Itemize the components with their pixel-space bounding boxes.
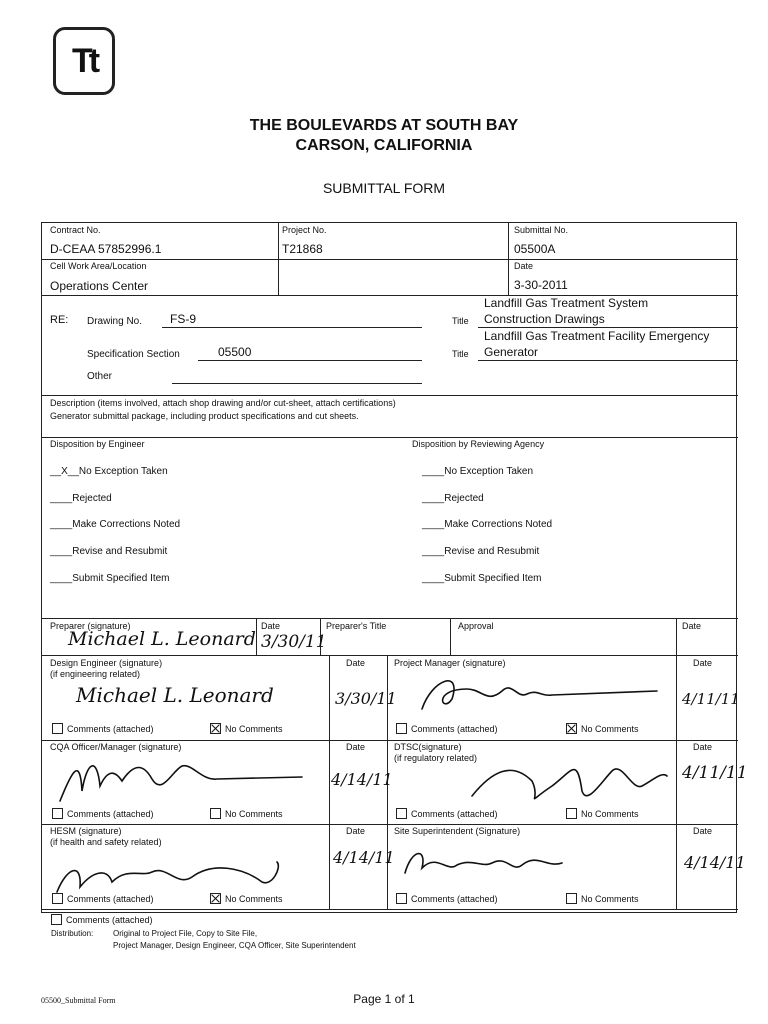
agency-option-4: ____Revise and Resubmit [422,546,540,557]
design-engineer-label: Design Engineer (signature) [50,658,163,668]
design-date: 3/30/11 [335,689,397,708]
description-text: Generator submittal package, including product specifications and cut sheets. [50,411,359,421]
document-location: CARSON, CALIFORNIA [295,137,473,154]
project-value: T21868 [282,242,323,256]
submittal-form [41,222,748,913]
final-comments-checkbox[interactable] [51,914,62,925]
project-manager-label: Project Manager (signature) [394,658,506,668]
title2-line1: Landfill Gas Treatment Facility Emergency [484,329,710,343]
project-label: Project No. [282,225,327,235]
agency-option-2: ____Rejected [422,493,484,504]
drawing-label: Drawing No. [87,316,143,327]
engineer-disposition-heading: Disposition by Engineer [50,439,145,449]
pm-no-comments[interactable]: No Comments [566,723,639,734]
site-no-comments[interactable]: No Comments [566,893,639,904]
re-label: RE: [50,314,69,326]
spec-label: Specification Section [87,349,180,360]
document-title: THE BOULEVARDS AT SOUTH BAY [249,117,519,134]
design-engineer-signature: Michael L. Leonard [76,683,274,707]
contract-value: D-CEAA 57852996.1 [50,242,162,256]
pm-no-comments-checkbox[interactable] [566,723,577,734]
cqa-no-comments-checkbox[interactable] [210,808,221,819]
submittal-value: 05500A [514,242,556,256]
description-hint: (items involved, attach shop drawing and/or cut-sheet, attach certifications) [97,398,396,408]
form-name: SUBMITTAL FORM [322,180,446,196]
hesm-signature-icon [52,847,322,897]
hesm-label: HESM (signature) [50,826,122,836]
distribution-line2: Project Manager, Design Engineer, CQA Officer, Site Superintendent [113,941,356,950]
hesm-note: (if health and safety related) [50,837,162,847]
site-comments-checkbox[interactable] [396,893,407,904]
hesm-no-comments-checkbox[interactable] [210,893,221,904]
engineer-option-1: __X__No Exception Taken [50,466,168,477]
company-logo [53,27,115,95]
distribution-line1: Original to Project File, Copy to Site File, [113,929,258,938]
cell-label: Cell Work Area/Location [50,261,147,271]
title-label-1: Title [452,316,469,326]
engineer-option-5: ____Submit Specified Item [50,573,170,584]
approval-date-label: Date [682,621,702,631]
page-number: Page 1 of 1 [353,992,415,1006]
description-label: Description [50,398,96,408]
preparer-date: 3/30/11 [261,632,327,652]
cqa-comments-checkbox[interactable] [52,808,63,819]
agency-option-5: ____Submit Specified Item [422,573,542,584]
preparer-title-label: Preparer's Title [326,621,387,631]
contract-label: Contract No. [50,225,101,235]
pm-comments-attached[interactable]: Comments (attached) [396,723,498,734]
cqa-comments-attached[interactable]: Comments (attached) [52,808,154,819]
title2-line2: Generator [484,345,539,359]
dtsc-signature-icon [462,751,672,811]
cqa-no-comments[interactable]: No Comments [210,808,283,819]
cqa-officer-label: CQA Officer/Manager (signature) [50,742,182,752]
other-label: Other [87,371,113,382]
approval-label: Approval [458,621,494,631]
cqa-signature-icon [52,751,322,806]
pm-comments-checkbox[interactable] [396,723,407,734]
preparer-date-label: Date [261,621,281,631]
project-manager-signature-icon [392,669,672,719]
dtsc-date-label: Date [693,742,713,752]
engineer-option-3: ____Make Corrections Noted [50,519,181,530]
preparer-signature: Michael L. Leonard [68,628,256,650]
pm-date-label: Date [693,658,713,668]
title-label-2: Title [452,349,469,359]
dtsc-label: DTSC(signature) [394,742,462,752]
drawing-value: FS-9 [170,312,197,326]
design-no-comments[interactable]: No Comments [210,723,283,734]
design-comments-checkbox[interactable] [52,723,63,734]
title1-line2: Construction Drawings [484,312,605,326]
final-comments-attached[interactable]: Comments (attached) [51,914,153,925]
preparer-signature-label: Preparer (signature) [50,621,131,631]
site-superintendent-label: Site Superintendent (Signature) [394,826,521,836]
footer-file-name: 05500_Submittal Form [41,996,116,1005]
dtsc-date: 4/11/11 [682,763,748,783]
dtsc-no-comments-checkbox[interactable] [566,808,577,819]
submittal-label: Submittal No. [514,225,569,235]
design-no-comments-checkbox[interactable] [210,723,221,734]
cell-value: Operations Center [50,279,149,293]
cqa-date: 4/14/11 [331,770,393,789]
dtsc-no-comments[interactable]: No Comments [566,808,639,819]
site-no-comments-checkbox[interactable] [566,893,577,904]
site-superintendent-signature-icon [397,843,597,888]
dtsc-comments-checkbox[interactable] [396,808,407,819]
hesm-date-label: Date [346,826,366,836]
site-comments-attached[interactable]: Comments (attached) [396,893,498,904]
design-engineer-note: (if engineering related) [50,669,141,679]
pm-date: 4/11/11 [682,690,740,708]
spec-value: 05500 [218,345,252,359]
site-date: 4/14/11 [684,853,746,872]
date-label: Date [514,261,534,271]
design-comments-attached[interactable]: Comments (attached) [52,723,154,734]
agency-option-3: ____Make Corrections Noted [422,519,553,530]
hesm-comments-attached[interactable]: Comments (attached) [52,893,154,904]
distribution-label: Distribution: [51,929,94,938]
description-header [50,398,396,408]
title1-line1: Landfill Gas Treatment System [484,296,649,310]
dtsc-comments-attached[interactable]: Comments (attached) [396,808,498,819]
hesm-date: 4/14/11 [333,848,395,867]
agency-option-1: ____No Exception Taken [422,466,534,477]
engineer-option-4: ____Revise and Resubmit [50,546,168,557]
design-date-label: Date [346,658,366,668]
date-value: 3-30-2011 [514,278,568,292]
engineer-option-2: ____Rejected [50,493,112,504]
cqa-date-label: Date [346,742,366,752]
hesm-comments-checkbox[interactable] [52,893,63,904]
hesm-no-comments[interactable]: No Comments [210,893,283,904]
agency-disposition-heading: Disposition by Reviewing Agency [412,439,545,449]
logo-text: Tt [71,41,97,80]
dtsc-note: (if regulatory related) [394,753,478,763]
site-date-label: Date [693,826,713,836]
